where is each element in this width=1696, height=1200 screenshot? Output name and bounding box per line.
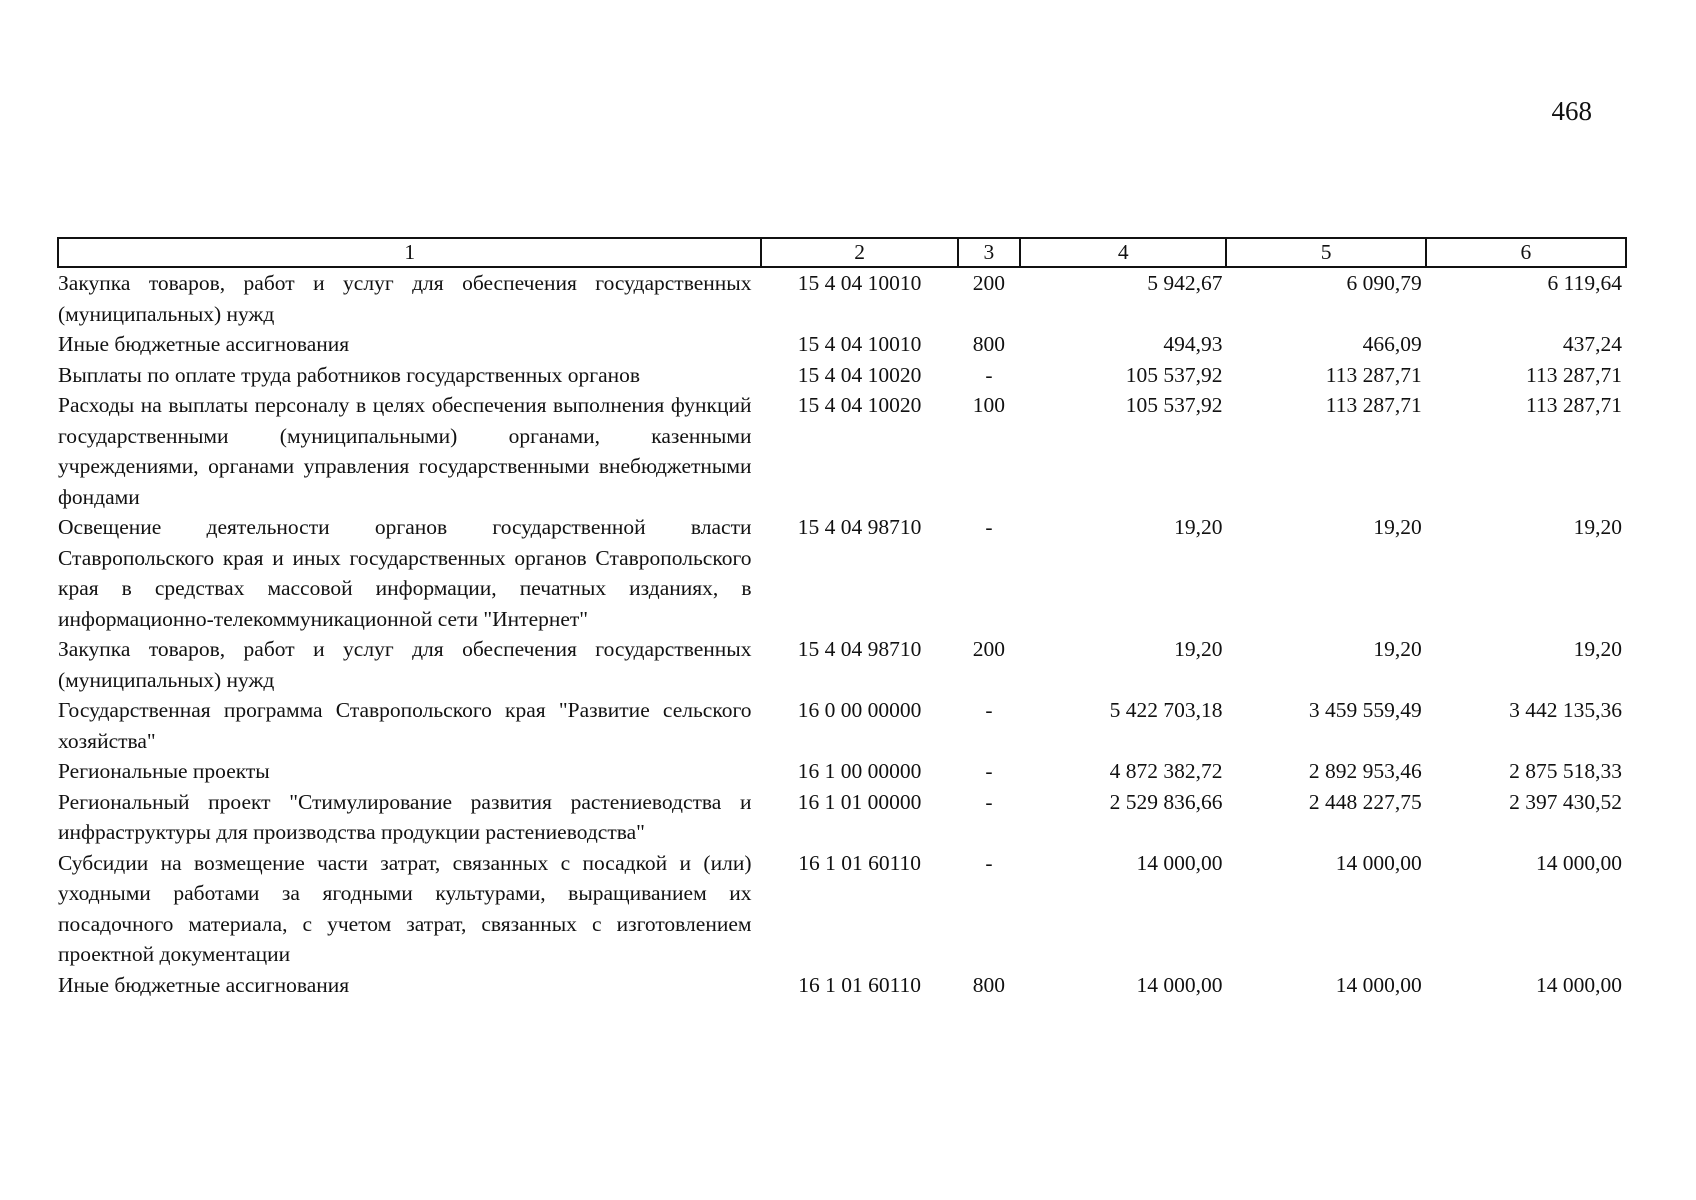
row-value-1: 105 537,92 <box>1125 362 1223 387</box>
row-value-3: 113 287,71 <box>1526 393 1622 417</box>
table-row <box>58 634 1626 695</box>
row-value-2: 2 892 953,46 <box>1308 759 1422 783</box>
row-value-3: 14 000,00 <box>1536 850 1622 875</box>
row-name: Выплаты по оплате труда работников государственных органов <box>58 362 641 387</box>
row-expense-type: - <box>985 362 993 387</box>
row-value-1: 14 000,00 <box>1136 850 1223 875</box>
table-row <box>58 695 1626 756</box>
row-value-1: 105 537,92 <box>1125 393 1223 417</box>
row-name: Закупка товаров, работ и услуг для обеспечения государственных (муниципальных) нужд <box>58 271 752 326</box>
row-code: 16 1 00 00000 <box>797 759 922 783</box>
row-value-2: 14 000,00 <box>1335 850 1422 875</box>
row-value-2: 113 287,71 <box>1325 393 1422 417</box>
row-value-3: 2 875 518,33 <box>1509 759 1622 783</box>
row-name: Освещение деятельности органов государственной власти Ставропольского края и иных государственных органов Ставропольского края в средствах массовой информации, печатных изданиях, в информационно-телекоммуникационной сети "Интернет" <box>58 515 752 631</box>
row-value-3: 3 442 135,36 <box>1509 698 1622 722</box>
row-value-1: 494,93 <box>1163 332 1223 356</box>
row-value-2: 14 000,00 <box>1335 972 1422 997</box>
row-name: Региональные проекты <box>58 759 270 783</box>
row-value-2: 19,20 <box>1373 515 1422 539</box>
row-expense-type: 800 <box>972 972 1006 997</box>
row-value-2: 6 090,79 <box>1346 271 1422 295</box>
table-row <box>58 848 1626 970</box>
row-value-1: 4 872 382,72 <box>1109 759 1223 783</box>
table-row <box>58 970 1626 1001</box>
row-value-2: 19,20 <box>1373 637 1422 661</box>
row-value-3: 2 397 430,52 <box>1509 789 1622 814</box>
row-code: 16 1 01 00000 <box>797 789 922 814</box>
row-expense-type: - <box>985 850 993 875</box>
row-value-3: 19,20 <box>1573 637 1622 661</box>
table-row <box>58 512 1626 634</box>
row-value-3: 437,24 <box>1562 332 1622 356</box>
header-row <box>58 238 1626 267</box>
column-header-3: 3 <box>958 238 1020 267</box>
row-name: Иные бюджетные ассигнования <box>58 972 350 997</box>
row-value-2: 2 448 227,75 <box>1308 789 1422 814</box>
row-code: 15 4 04 10010 <box>797 271 922 295</box>
row-code: 15 4 04 10020 <box>797 393 922 417</box>
row-value-3: 19,20 <box>1573 515 1622 539</box>
row-expense-type: 800 <box>972 332 1006 356</box>
row-expense-type: 200 <box>972 271 1006 295</box>
row-code: 15 4 04 10020 <box>797 362 922 387</box>
row-value-2: 3 459 559,49 <box>1308 698 1422 722</box>
table-row <box>58 360 1626 391</box>
row-value-1: 5 422 703,18 <box>1109 698 1223 722</box>
row-expense-type: 100 <box>972 393 1006 417</box>
table-row <box>58 329 1626 360</box>
row-code: 16 0 00 00000 <box>797 698 922 722</box>
row-expense-type: - <box>985 759 993 783</box>
row-value-3: 113 287,71 <box>1526 362 1622 387</box>
table-body <box>58 267 1626 1000</box>
row-expense-type: - <box>985 789 993 814</box>
page-number: 468 <box>1551 96 1592 126</box>
row-code: 15 4 04 98710 <box>797 515 922 539</box>
row-expense-type: - <box>985 515 993 539</box>
row-name: Иные бюджетные ассигнования <box>58 332 350 356</box>
row-value-3: 14 000,00 <box>1536 972 1622 997</box>
table-header <box>58 238 1626 267</box>
row-expense-type: 200 <box>972 637 1006 661</box>
row-name: Расходы на выплаты персоналу в целях обеспечения выполнения функций государственными (муниципальными) органами, казенными учреждениями, органами управления государственными внебюджетными фондами <box>58 393 752 509</box>
row-code: 16 1 01 60110 <box>798 850 922 875</box>
row-value-2: 466,09 <box>1362 332 1422 356</box>
row-code: 15 4 04 98710 <box>797 637 922 661</box>
column-header-4: 4 <box>1020 238 1226 267</box>
row-name: Закупка товаров, работ и услуг для обеспечения государственных (муниципальных) нужд <box>58 637 752 692</box>
column-header-6: 6 <box>1426 238 1626 267</box>
row-expense-type: - <box>985 698 993 722</box>
row-code: 16 1 01 60110 <box>798 972 922 997</box>
row-value-1: 19,20 <box>1174 637 1223 661</box>
row-value-1: 14 000,00 <box>1136 972 1223 997</box>
column-header-2: 2 <box>761 238 957 267</box>
column-header-5: 5 <box>1226 238 1425 267</box>
row-name: Субсидии на возмещение части затрат, связанных с посадкой и (или) уходными работами за ягодными культурами, выращиванием их посадочного материала, с учетом затрат, связанных с изготовлением проектной документации <box>58 850 752 966</box>
budget-table <box>57 237 1627 1000</box>
row-code: 15 4 04 10010 <box>797 332 922 356</box>
column-header-1: 1 <box>58 238 761 267</box>
row-value-2: 113 287,71 <box>1325 362 1422 387</box>
table-row <box>58 756 1626 787</box>
table-row <box>58 787 1626 848</box>
row-name: Государственная программа Ставропольского края "Развитие сельского хозяйства" <box>58 698 752 753</box>
row-name: Региональный проект "Стимулирование развития растениеводства и инфраструктуры для производства продукции растениеводства" <box>58 789 752 844</box>
table-row <box>58 267 1626 329</box>
row-value-1: 5 942,67 <box>1147 271 1223 295</box>
row-value-1: 19,20 <box>1174 515 1223 539</box>
table-row <box>58 390 1626 512</box>
row-value-3: 6 119,64 <box>1547 271 1622 295</box>
row-value-1: 2 529 836,66 <box>1109 789 1223 814</box>
